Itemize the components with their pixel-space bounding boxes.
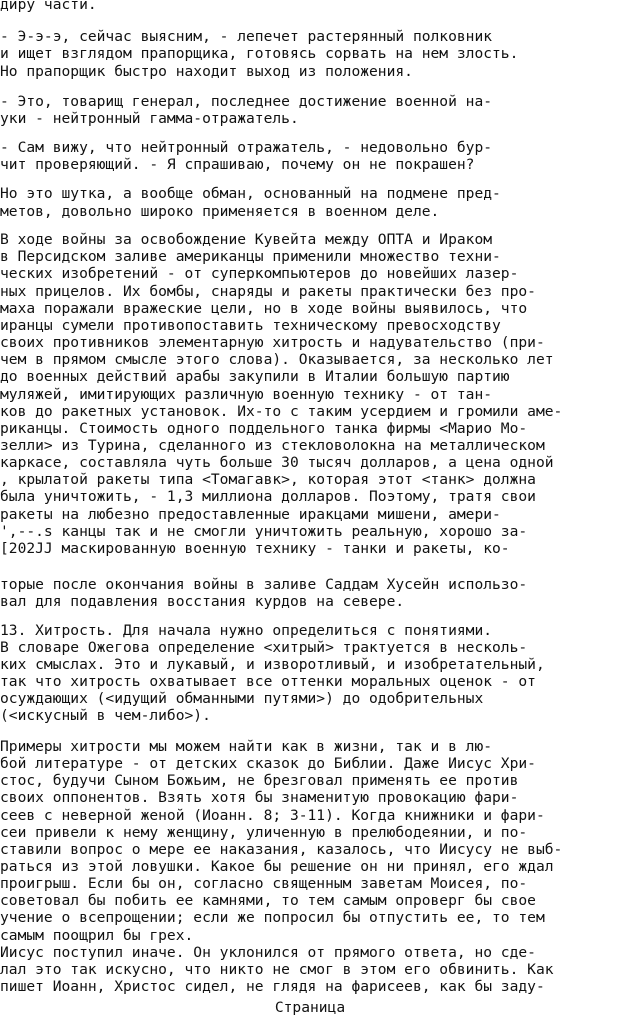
text-line: раться из этой ловушки. Какое бы решение он ни принял, его ждал xyxy=(0,858,554,875)
text-line: своих противников элементарную хитрость и надувательство (при- xyxy=(0,334,545,351)
text-line: и ищет взглядом прапорщика, готовясь сорвать на нем злость. xyxy=(0,45,519,62)
text-line: [202JJ маскированную военную технику - танки и ракеты, ко- xyxy=(0,540,510,557)
text-line: так что хитрость охватывает все оттенки моральных оценок - от xyxy=(0,673,536,690)
text-line: ставили вопрос о мере ее наказания, казалось, что Иисусу не выб- xyxy=(0,841,563,858)
text-line: сеи привели к нему женщину, уличенную в прелюбодеянии, и по- xyxy=(0,824,528,841)
text-line: в Персидском заливе американцы применили множество техни- xyxy=(0,248,501,265)
text-line: до военных действий арабы закупили в Италии большую партию xyxy=(0,368,510,385)
text-line: вал для подавления восстания курдов на севере. xyxy=(0,593,405,610)
text-line: ков до ракетных установок. Их-то с таким усердием и громили аме- xyxy=(0,403,563,420)
text-line: - Это, товарищ генерал, последнее достижение военной на- xyxy=(0,93,493,110)
text-line: уки - нейтронный гамма-отражатель. xyxy=(0,110,299,127)
text-line: самым поощрил бы грех. xyxy=(0,927,194,944)
text-line: пишет Иоанн, Христос сидел, не глядя на фарисеев, как бы заду- xyxy=(0,978,545,995)
text-line: - Э-э-э, сейчас выясним, - лепечет растерянный полковник xyxy=(0,28,493,45)
text-line: Но это шутка, а вообще обман, основанный на подмене пред- xyxy=(0,185,501,202)
text-line: В словаре Ожегова определение <хитрый> трактуется в несколь- xyxy=(0,639,528,656)
text-line: ных прицелов. Их бомбы, снаряды и ракеты практически без про- xyxy=(0,283,536,300)
text-line: проигрыш. Если бы он, согласно священным заветам Моисея, по- xyxy=(0,875,528,892)
text-line: Примеры хитрости мы можем найти как в жизни, так и в лю- xyxy=(0,738,493,755)
text-line: каркасе, составляла чуть больше 30 тысяч долларов, а цена одной xyxy=(0,454,554,471)
text-line: ',--.s канцы так и не смогли уничтожить реальную, хорошо за- xyxy=(0,523,528,540)
text-line: учение о всепрощении; если же попросил бы отпустить ее, то тем xyxy=(0,909,545,926)
text-line: ракеты на любезно предоставленные иракцами мишени, амери- xyxy=(0,506,501,523)
text-line: бой литературе - от детских сказок до Библии. Даже Иисус Хри- xyxy=(0,755,536,772)
text-line: 13. Хитрость. Для начала нужно определиться с понятиями. xyxy=(0,622,493,639)
text-line: своих оппонентов. Взять хотя бы знаменитую провокацию фари- xyxy=(0,789,519,806)
text-line: риканцы. Стоимость одного поддельного танка фирмы <Марио Мо- xyxy=(0,420,528,437)
text-line: В ходе войны за освобождение Кувейта между ОПТА и Ираком xyxy=(0,231,493,248)
text-line: ческих изобретений - от суперкомпьютеров до новейших лазер- xyxy=(0,265,519,282)
text-line: была уничтожить, - 1,3 миллиона долларов. Поэтому, тратя свои xyxy=(0,488,536,505)
text-line: ких смыслах. Это и лукавый, и изворотливый, и изобретательный, xyxy=(0,656,545,673)
text-line: сеев с неверной женой (Иоанн. 8; 3-11). Когда книжники и фари- xyxy=(0,807,545,824)
text-line: лал это так искусно, что никто не смог в этом его обвинить. Как xyxy=(0,961,554,978)
text-line: метов, довольно широко применяется в военном деле. xyxy=(0,203,440,220)
text-line: маха поражали вражеские цели, но в ходе войны выявилось, что xyxy=(0,300,528,317)
text-line: советовал бы побить ее камнями, то тем самым опроверг бы свое xyxy=(0,892,536,909)
text-line: осуждающих (<идущий обманными путями>) до одобрительных xyxy=(0,690,484,707)
text-line: , крылатой ракеты типа <Томагавк>, которая этот <танк> должна xyxy=(0,471,536,488)
text-line: чем в прямом смысле этого слова). Оказывается, за несколько лет xyxy=(0,351,554,368)
text-line: торые после окончания войны в заливе Саддам Хусейн использо- xyxy=(0,576,528,593)
text-line: - Сам вижу, что нейтронный отражатель, - недовольно бур- xyxy=(0,139,493,156)
text-line: иранцы сумели противопоставить техническому превосходству xyxy=(0,317,501,334)
text-line: муляжей, имитирующих различную военную технику - от тан- xyxy=(0,386,493,403)
text-line: чит проверяющий. - Я спрашиваю, почему он не покрашен? xyxy=(0,156,475,173)
text-line: зелли> из Турина, сделанного из стекловолокна на металлическом xyxy=(0,437,545,454)
text-line: Иисус поступил иначе. Он уклонился от прямого ответа, но сде- xyxy=(0,944,536,961)
text-line: диру части. xyxy=(0,0,97,13)
text-line: (<искусный в чем-либо>). xyxy=(0,707,211,724)
page-footer: Страница xyxy=(274,999,346,1016)
text-line: стос, будучи Сыном Божьим, не брезговал применять ее против xyxy=(0,772,519,789)
text-line: Но прапорщик быстро находит выход из положения. xyxy=(0,63,413,80)
